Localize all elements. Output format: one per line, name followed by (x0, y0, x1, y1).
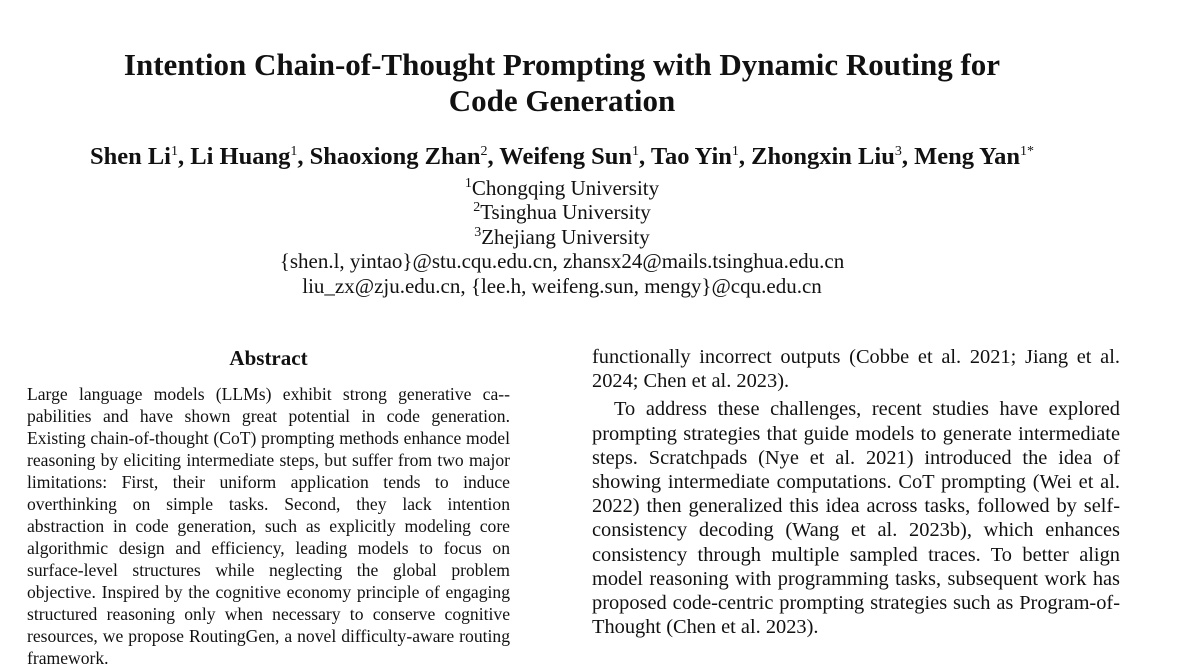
author-affiliation-mark: 1 (731, 143, 739, 159)
author-affiliation-mark: 2 (480, 143, 488, 159)
affiliation-mark: 1 (464, 176, 472, 191)
affiliation-mark: 3 (474, 224, 482, 240)
affiliation-mark: 2 (473, 200, 481, 216)
author-affiliation-mark: 1 (290, 143, 298, 159)
author-affiliation-mark: 1 (632, 143, 640, 159)
author-separator: , (901, 143, 915, 170)
email-line: liu_zx@zju.edu.cn, {lee.h, weifeng.sun, mengy}@cqu.edu.cn (302, 273, 822, 298)
author-separator: , (177, 143, 191, 170)
author-separator: , (297, 143, 310, 170)
paper-title (0, 47, 1124, 119)
author-separator: , (639, 143, 651, 170)
abstract-text: Large language models (LLMs) exhibit strong generative ca-pabilities and have shown great potential in code generation. Existing chain-of-thought (CoT) prompting methods enhance model reasoning by eliciting intermediate steps, but suffer from two major limitations: First, their uniform application tends to induce overthinking on simple tasks. Second, they lack intention abstraction in code generation, such as explicitly modeling core algorithmic design and efficiency, leading models to focus on surface-level structures while neglecting the global problem objective. Inspired by the cognitive economy principle of engaging structured reasoning only when necessary to conserve cognitive resources, we propose RoutingGen, a novel difficulty-aware routing framework. (27, 384, 510, 668)
body-paragraph: To address these challenges, recent studies have explored prompting strategies that guide models to generate intermediate steps. Scratchpads (Nye et al. 2021) introduced the idea of showing intermediate computations. CoT prompting (Wei et al. 2022) then generalized this idea across tasks, followed by self-consistency decoding (Wang et al. 2023b), which enhances consistency through multiple sampled traces. To better align model reasoning with programming tasks, subsequent work has proposed code-centric prompting strategies such as Program-of-Thought (Chen et al. 2023). (592, 398, 1120, 639)
author-name: Shaoxiong Zhan (309, 143, 481, 170)
email-line: {shen.l, yintao}@stu.cqu.edu.cn, zhansx24@mails.tsinghua.edu.cn (279, 249, 845, 274)
author-affiliation-mark: 1* (1020, 143, 1035, 159)
affiliation (0, 200, 1124, 224)
affiliation-name: Tsinghua University (480, 200, 651, 225)
abstract-heading: Abstract (229, 346, 308, 370)
author-name: Meng Yan (914, 143, 1021, 170)
author-affiliation-mark: 1 (170, 143, 178, 159)
affiliation-name: Chongqing University (471, 176, 660, 200)
author-separator: , (738, 143, 752, 170)
affiliation-block (0, 176, 1124, 298)
introduction-column (592, 345, 1120, 643)
author-name: Zhongxin Liu (751, 143, 895, 170)
author-name: Shen Li (89, 143, 171, 170)
affiliation-name: Zhejiang University (481, 224, 650, 249)
abstract-section (27, 343, 510, 669)
title-line-1: Intention Chain-of-Thought Prompting with Dynamic Routing for (123, 47, 1001, 82)
author-name: Weifeng Sun (499, 143, 633, 170)
author-list (0, 140, 1124, 174)
author-name: Tao Yin (650, 143, 732, 170)
body-paragraph: functionally incorrect outputs (Cobbe et al. 2021; Jiang et al. 2024; Chen et al. 2023). (592, 346, 1120, 393)
author-separator: , (487, 143, 500, 170)
author-affiliation-mark: 3 (894, 143, 902, 159)
affiliation (0, 176, 1124, 200)
author-name: Li Huang (190, 143, 291, 170)
affiliation (0, 225, 1124, 249)
title-line-2: Code Generation (448, 83, 676, 118)
